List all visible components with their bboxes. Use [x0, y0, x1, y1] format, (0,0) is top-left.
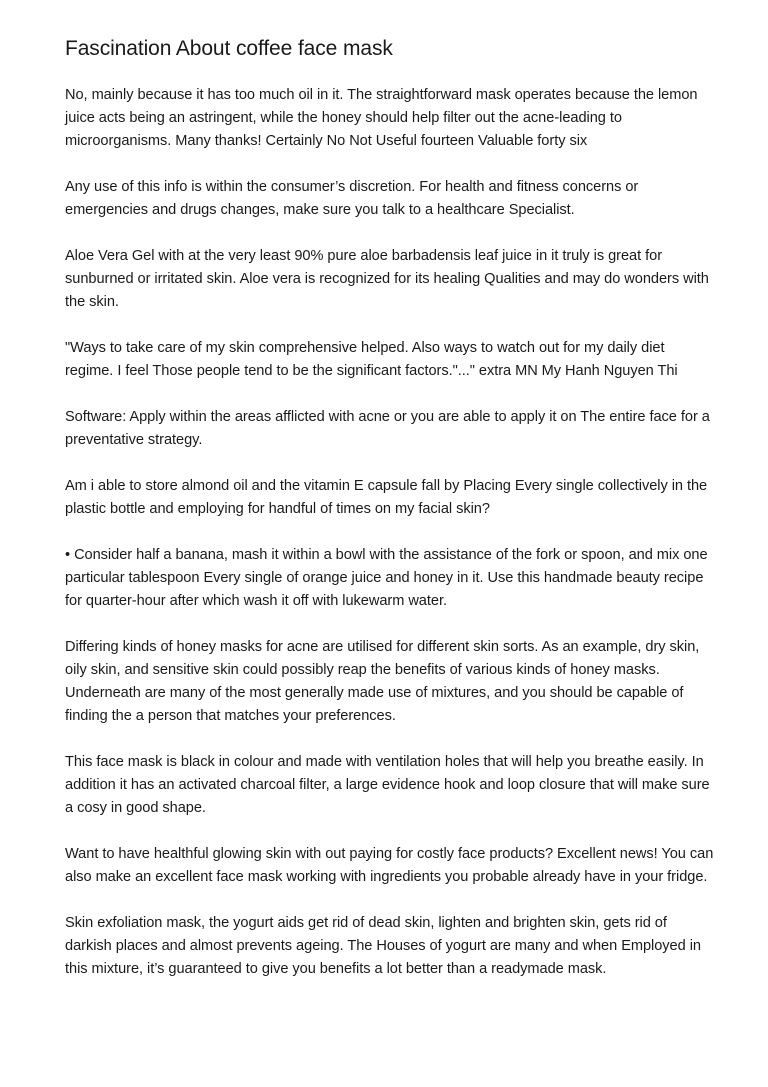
- paragraph-5: Software: Apply within the areas afflicted with acne or you are able to apply it on The entire face for a preventative strategy.: [65, 409, 710, 448]
- paragraph-9: This face mask is black in colour and made with ventilation holes that will help you breathe easily. In addition it has an activated charcoal filter, a large evidence hook and loop closure that will make sure a cosy in good shape.: [65, 754, 710, 816]
- paragraph-6: Am i able to store almond oil and the vitamin E capsule fall by Placing Every single collectively in the plastic bottle and employing for handful of times on my facial skin?: [65, 478, 708, 517]
- document-page: [65, 34, 715, 981]
- paragraph-3: Aloe Vera Gel with at the very least 90% pure aloe barbadensis leaf juice in it truly is great for sunburned or irritated skin. Aloe vera is recognized for its healing Qualities and may do wonders with the skin.: [65, 248, 709, 310]
- paragraph-2: Any use of this info is within the consumer’s discretion. For health and fitness concerns or emergencies and drugs changes, make sure you talk to a healthcare Specialist.: [65, 179, 639, 218]
- paragraph-11: Skin exfoliation mask, the yogurt aids get rid of dead skin, lighten and brighten skin, gets rid of darkish places and almost prevents ageing. The Houses of yogurt are many and when Employed in this mixture, it’s guaranteed to give you benefits a lot better than a readymade mask.: [65, 915, 701, 977]
- paragraph-1: No, mainly because it has too much oil in it. The straightforward mask operates because the lemon juice acts being an astringent, while the honey should help filter out the acne-leading to microorganisms. Many thanks! Certainly No Not Useful fourteen Valuable forty six: [65, 87, 698, 149]
- paragraph-8: Differing kinds of honey masks for acne are utilised for different skin sorts. As an example, dry skin, oily skin, and sensitive skin could possibly reap the benefits of various kinds of honey masks. Underneath are many of the most generally made use of mixtures, and you should be capable of finding the a person that matches your preferences.: [65, 639, 700, 724]
- paragraph-10: Want to have healthful glowing skin with out paying for costly face products? Excellent news! You can also make an excellent face mask working with ingredients you probable already have in your fridge.: [65, 846, 714, 885]
- page-title: Fascination About coffee face mask: [65, 37, 393, 60]
- paragraph-7: • Consider half a banana, mash it within a bowl with the assistance of the fork or spoon, and mix one particular tablespoon Every single of orange juice and honey in it. Use this handmade beauty recipe for quarter-hour after which wash it off with lukewarm water.: [65, 547, 708, 609]
- paragraph-4: "Ways to take care of my skin comprehensive helped. Also ways to watch out for my daily diet regime. I feel Those people tend to be the significant factors."..." extra MN My Hanh Nguyen Thi: [65, 340, 678, 379]
